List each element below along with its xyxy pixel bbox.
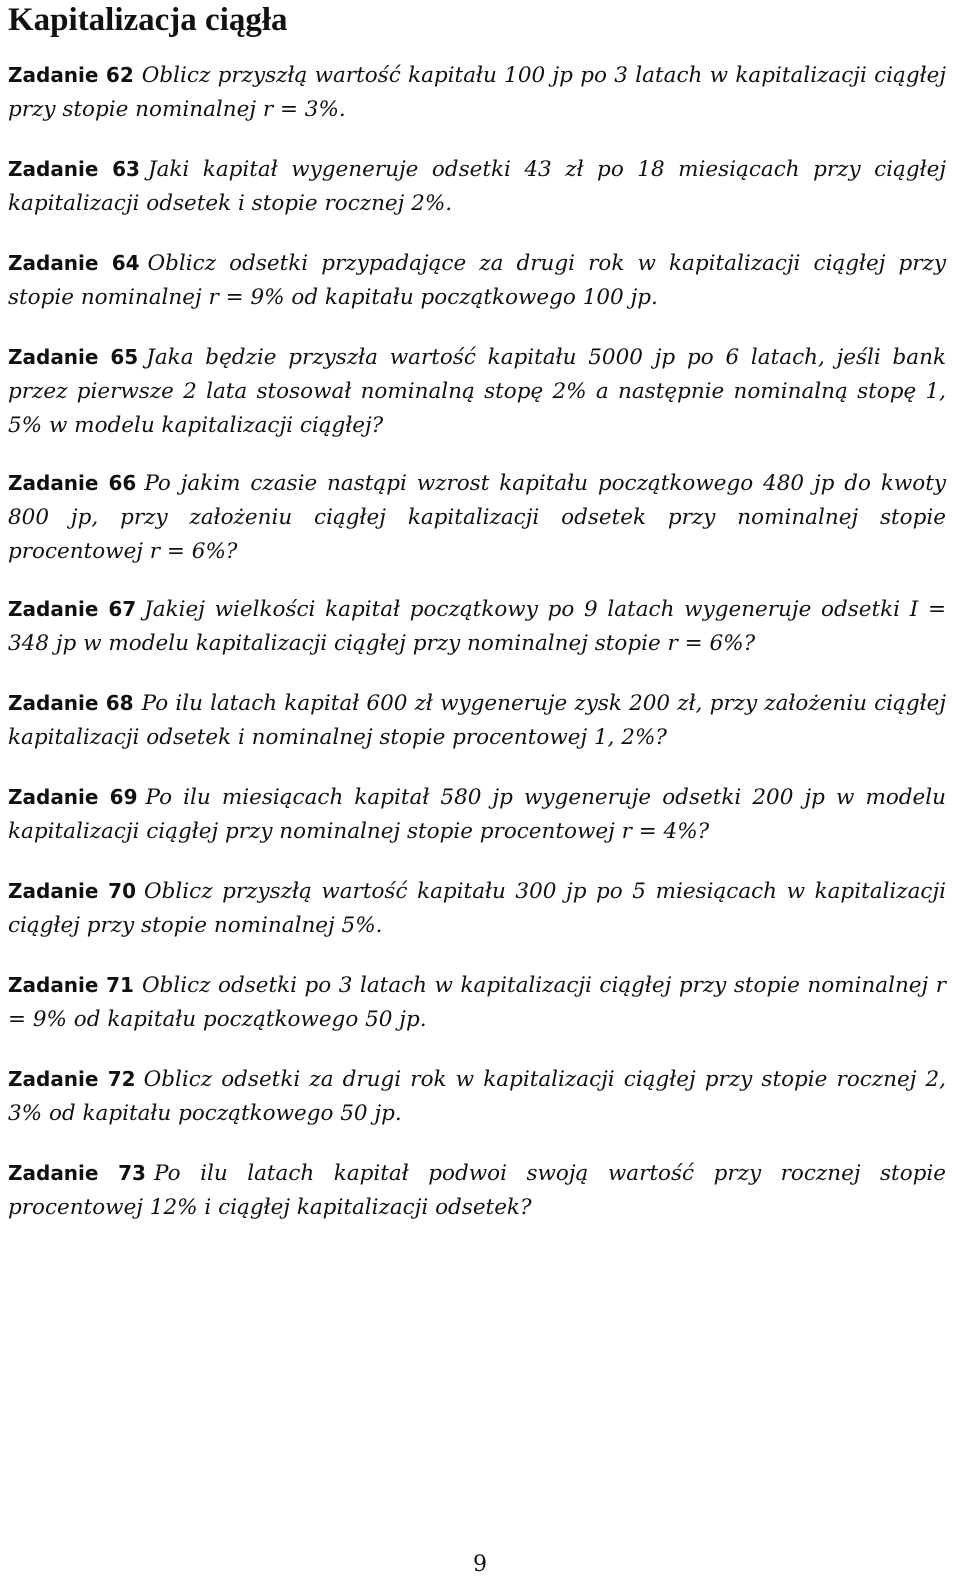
task-text: Jakiej wielkości kapitał początkowy po 9 latach wygeneruje odsetki I = 348 jp w modelu kapitalizacji ciągłej przy nominalnej stopie r = 6%?	[8, 597, 946, 656]
task-label: Zadanie 66	[8, 471, 137, 495]
task-text: Jaka będzie przyszła wartość kapitału 5000 jp po 6 latach, jeśli bank przez pierwsze 2 lata stosował nominalną stopę 2% a następnie nominalną stopę 1, 5% w modelu kapitalizacji ciągłej?	[8, 345, 947, 438]
task-label: Zadanie 71	[8, 973, 134, 997]
task-66	[8, 466, 946, 569]
task-text: Po ilu latach kapitał podwoi swoją wartość przy rocznej stopie procentowej 12% i ciągłej kapitalizacji odsetek?	[8, 1161, 947, 1220]
task-label: Zadanie 64	[8, 251, 140, 275]
task-label: Zadanie 62	[8, 63, 134, 87]
task-text: Oblicz odsetki przypadające za drugi rok w kapitalizacji ciągłej przy stopie nominalnej r = 9% od kapitału początkowego 100 jp.	[8, 251, 946, 310]
task-text: Jaki kapitał wygeneruje odsetki 43 zł po 18 miesiącach przy ciągłej kapitalizacji odsetek i stopie rocznej 2%.	[8, 157, 946, 216]
task-64	[8, 246, 946, 315]
task-68	[8, 686, 946, 755]
task-text: Oblicz przyszłą wartość kapitału 300 jp po 5 miesiącach w kapitalizacji ciągłej przy stopie nominalnej 5%.	[8, 879, 947, 938]
task-label: Zadanie 70	[8, 879, 137, 903]
task-text: Oblicz odsetki po 3 latach w kapitalizacji ciągłej przy stopie nominalnej r = 9% od kapitału początkowego 50 jp.	[8, 973, 947, 1032]
task-text: Po ilu latach kapitał 600 zł wygeneruje zysk 200 zł, przy założeniu ciągłej kapitalizacji odsetek i nominalnej stopie procentowej 1, 2%?	[8, 691, 946, 750]
task-label: Zadanie 72	[8, 1067, 136, 1091]
task-label: Zadanie 63	[8, 157, 140, 181]
task-72	[8, 1062, 946, 1131]
task-text: Oblicz przyszłą wartość kapitału 100 jp po 3 latach w kapitalizacji ciągłej przy stopie nominalnej r = 3%.	[8, 63, 946, 122]
document-page	[8, 0, 948, 1220]
task-label: Zadanie 65	[8, 345, 139, 369]
task-label: Zadanie 68	[8, 691, 134, 715]
task-text: Po jakim czasie nastąpi wzrost kapitału początkowego 480 jp do kwoty 800 jp, przy założeniu ciągłej kapitalizacji odsetek przy nominalnej stopie procentowej r = 6%?	[8, 471, 947, 564]
task-73	[8, 1156, 946, 1225]
section-title: Kapitalizacja ciągła	[8, 2, 288, 38]
task-67	[8, 592, 946, 661]
task-63	[8, 152, 946, 221]
task-text: Po ilu miesiącach kapitał 580 jp wygeneruje odsetki 200 jp w modelu kapitalizacji ciągłej przy nominalnej stopie procentowej r = 4%?	[8, 785, 947, 844]
task-70	[8, 874, 946, 943]
page-number: 9	[473, 1552, 487, 1577]
task-65	[8, 340, 946, 443]
task-text: Oblicz odsetki za drugi rok w kapitalizacji ciągłej przy stopie rocznej 2, 3% od kapitału początkowego 50 jp.	[8, 1067, 947, 1126]
task-71	[8, 968, 946, 1037]
task-69	[8, 780, 946, 849]
task-62	[8, 58, 946, 127]
task-label: Zadanie 73	[8, 1161, 146, 1185]
task-label: Zadanie 69	[8, 785, 138, 809]
task-label: Zadanie 67	[8, 597, 137, 621]
